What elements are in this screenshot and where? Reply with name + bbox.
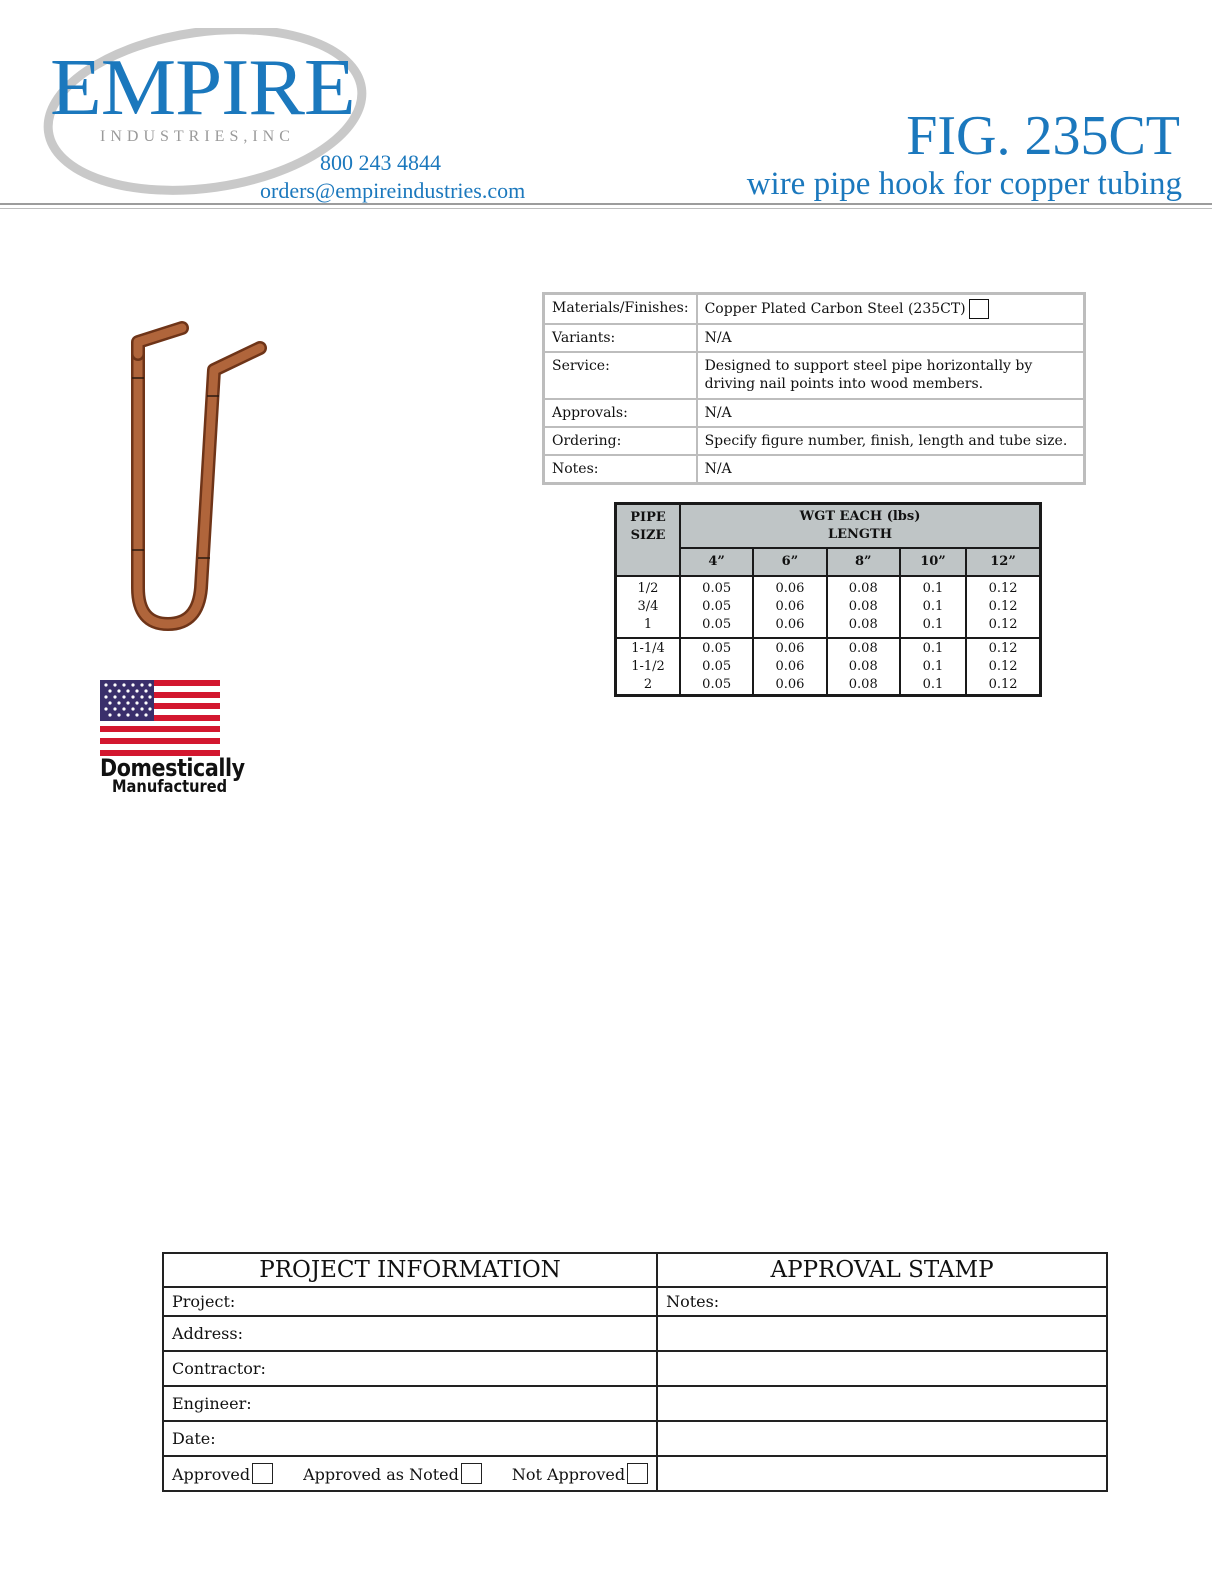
length-header-row xyxy=(616,548,1041,576)
approved-as-noted-checkbox[interactable] xyxy=(461,1463,482,1484)
weight-table xyxy=(614,502,1042,697)
pipe-size-cell xyxy=(616,638,681,696)
email-address: orders@empireindustries.com xyxy=(260,178,526,203)
weight-value: 0.05 xyxy=(702,598,732,614)
weight-cell xyxy=(966,638,1040,696)
pipe-size: 2 xyxy=(643,676,653,692)
weight-value: 0.06 xyxy=(775,616,805,632)
notes-line[interactable] xyxy=(657,1421,1107,1456)
spec-row-variants xyxy=(544,324,1085,352)
weight-each-header xyxy=(680,504,1041,548)
weight-cell xyxy=(900,576,966,638)
weight-value: 0.1 xyxy=(922,616,944,632)
pipe-size-label-2: SIZE xyxy=(630,527,666,543)
length-col-6: 6” xyxy=(753,548,826,576)
weight-value: 0.08 xyxy=(848,580,878,596)
address-field[interactable]: Address: xyxy=(163,1316,657,1351)
spec-row-approvals xyxy=(544,399,1085,427)
pipe-size: 3/4 xyxy=(637,598,659,614)
weight-cell xyxy=(827,638,900,696)
spec-row-materials xyxy=(544,294,1085,325)
length-col-8: 8” xyxy=(827,548,900,576)
weight-value: 0.06 xyxy=(775,580,805,596)
weight-value: 0.06 xyxy=(775,598,805,614)
notes-line[interactable] xyxy=(657,1386,1107,1421)
weight-value: 0.05 xyxy=(702,580,732,596)
spec-key: Approvals: xyxy=(544,399,697,427)
weight-value: 0.1 xyxy=(922,640,944,656)
pipe-size-label-1: PIPE xyxy=(630,510,666,525)
notes-line[interactable] xyxy=(657,1351,1107,1386)
figure-title: FIG. 235CT xyxy=(906,105,1180,167)
weight-cell xyxy=(827,576,900,638)
pipe-size: 1 xyxy=(643,616,653,632)
weight-value: 0.12 xyxy=(988,598,1018,614)
weight-value: 0.12 xyxy=(988,658,1018,674)
weight-cell xyxy=(680,638,753,696)
weight-each-label: WGT EACH (lbs) xyxy=(799,509,921,524)
company-logo-subtitle: INDUSTRIES,INC xyxy=(100,128,295,145)
spec-key: Service: xyxy=(544,352,697,398)
weight-header-row xyxy=(616,504,1041,548)
weight-cell xyxy=(900,638,966,696)
weight-cell xyxy=(753,638,826,696)
project-row xyxy=(163,1287,1107,1316)
spec-value: Designed to support steel pipe horizontally by driving nail points into wood members. xyxy=(697,352,1085,398)
pipe-size: 1/2 xyxy=(637,580,659,596)
pipe-size: 1-1/2 xyxy=(631,658,665,674)
table-row xyxy=(616,638,1041,696)
phone-number: 800 243 4844 xyxy=(320,150,441,175)
weight-value: 0.06 xyxy=(775,676,805,692)
header-divider-thin xyxy=(0,208,1212,209)
spec-key: Ordering: xyxy=(544,427,697,455)
weight-value: 0.12 xyxy=(988,640,1018,656)
spec-row-service xyxy=(544,352,1085,398)
weight-value: 0.12 xyxy=(988,616,1018,632)
approval-stamp-header: APPROVAL STAMP xyxy=(657,1253,1107,1287)
figure-subtitle: wire pipe hook for copper tubing xyxy=(746,166,1182,202)
weight-value: 0.08 xyxy=(848,640,878,656)
notes-line[interactable] xyxy=(657,1456,1107,1491)
spec-row-notes xyxy=(544,455,1085,484)
wire-pipe-hook-image xyxy=(110,318,280,638)
weight-cell xyxy=(753,576,826,638)
weight-value: 0.08 xyxy=(848,658,878,674)
weight-value: 0.05 xyxy=(702,640,732,656)
weight-value: 0.05 xyxy=(702,616,732,632)
approved-label: Approved xyxy=(172,1465,251,1484)
spec-value-text: Copper Plated Carbon Steel (235CT) xyxy=(704,301,966,317)
weight-value: 0.1 xyxy=(922,598,944,614)
finish-checkbox[interactable] xyxy=(969,299,989,319)
weight-value: 0.06 xyxy=(775,658,805,674)
weight-value: 0.1 xyxy=(922,676,944,692)
weight-value: 0.1 xyxy=(922,580,944,596)
project-row xyxy=(163,1421,1107,1456)
not-approved-checkbox[interactable] xyxy=(627,1463,648,1484)
header-divider xyxy=(0,203,1212,205)
project-header-row xyxy=(163,1253,1107,1287)
spec-key: Variants: xyxy=(544,324,697,352)
length-col-4: 4” xyxy=(680,548,753,576)
spec-value xyxy=(697,294,1085,325)
approved-as-noted-label: Approved as Noted xyxy=(303,1465,459,1484)
approved-checkbox[interactable] xyxy=(252,1463,273,1484)
pipe-size-cell xyxy=(616,576,681,638)
engineer-field[interactable]: Engineer: xyxy=(163,1386,657,1421)
weight-cell xyxy=(680,576,753,638)
domestic-badge-line1: Domestically xyxy=(100,754,245,782)
project-row xyxy=(163,1351,1107,1386)
spec-value: N/A xyxy=(697,455,1085,484)
project-row xyxy=(163,1316,1107,1351)
weight-value: 0.08 xyxy=(848,598,878,614)
length-label: LENGTH xyxy=(828,526,892,542)
notes-field[interactable]: Notes: xyxy=(657,1287,1107,1316)
length-col-12: 12” xyxy=(966,548,1040,576)
weight-value: 0.1 xyxy=(922,658,944,674)
pipe-size: 1-1/4 xyxy=(631,640,665,656)
american-flag-icon xyxy=(100,680,220,756)
contractor-field[interactable]: Contractor: xyxy=(163,1351,657,1386)
weight-value: 0.08 xyxy=(848,676,878,692)
weight-value: 0.05 xyxy=(702,676,732,692)
spec-value: N/A xyxy=(697,399,1085,427)
project-information-table xyxy=(162,1252,1108,1492)
weight-value: 0.12 xyxy=(988,676,1018,692)
table-row xyxy=(616,576,1041,638)
spec-value: Specify figure number, finish, length and tube size. xyxy=(697,427,1085,455)
spec-key: Materials/Finishes: xyxy=(544,294,697,325)
notes-line[interactable] xyxy=(657,1316,1107,1351)
spec-row-ordering xyxy=(544,427,1085,455)
domestic-badge-line2: Manufactured xyxy=(112,777,228,797)
specifications-table xyxy=(542,292,1086,485)
company-logo: EMPIRE xyxy=(50,44,355,132)
not-approved-label: Not Approved xyxy=(511,1465,626,1484)
project-field[interactable]: Project: xyxy=(163,1287,657,1316)
date-field[interactable]: Date: xyxy=(163,1421,657,1456)
approval-row xyxy=(163,1456,1107,1491)
project-information-header: PROJECT INFORMATION xyxy=(163,1253,657,1287)
approval-options xyxy=(163,1456,657,1491)
weight-value: 0.08 xyxy=(848,616,878,632)
project-row xyxy=(163,1386,1107,1421)
length-col-10: 10” xyxy=(900,548,966,576)
weight-value: 0.06 xyxy=(775,640,805,656)
pipe-size-header xyxy=(616,504,681,576)
weight-value: 0.05 xyxy=(702,658,732,674)
weight-value: 0.12 xyxy=(988,580,1018,596)
weight-cell xyxy=(966,576,1040,638)
spec-value: N/A xyxy=(697,324,1085,352)
spec-key: Notes: xyxy=(544,455,697,484)
